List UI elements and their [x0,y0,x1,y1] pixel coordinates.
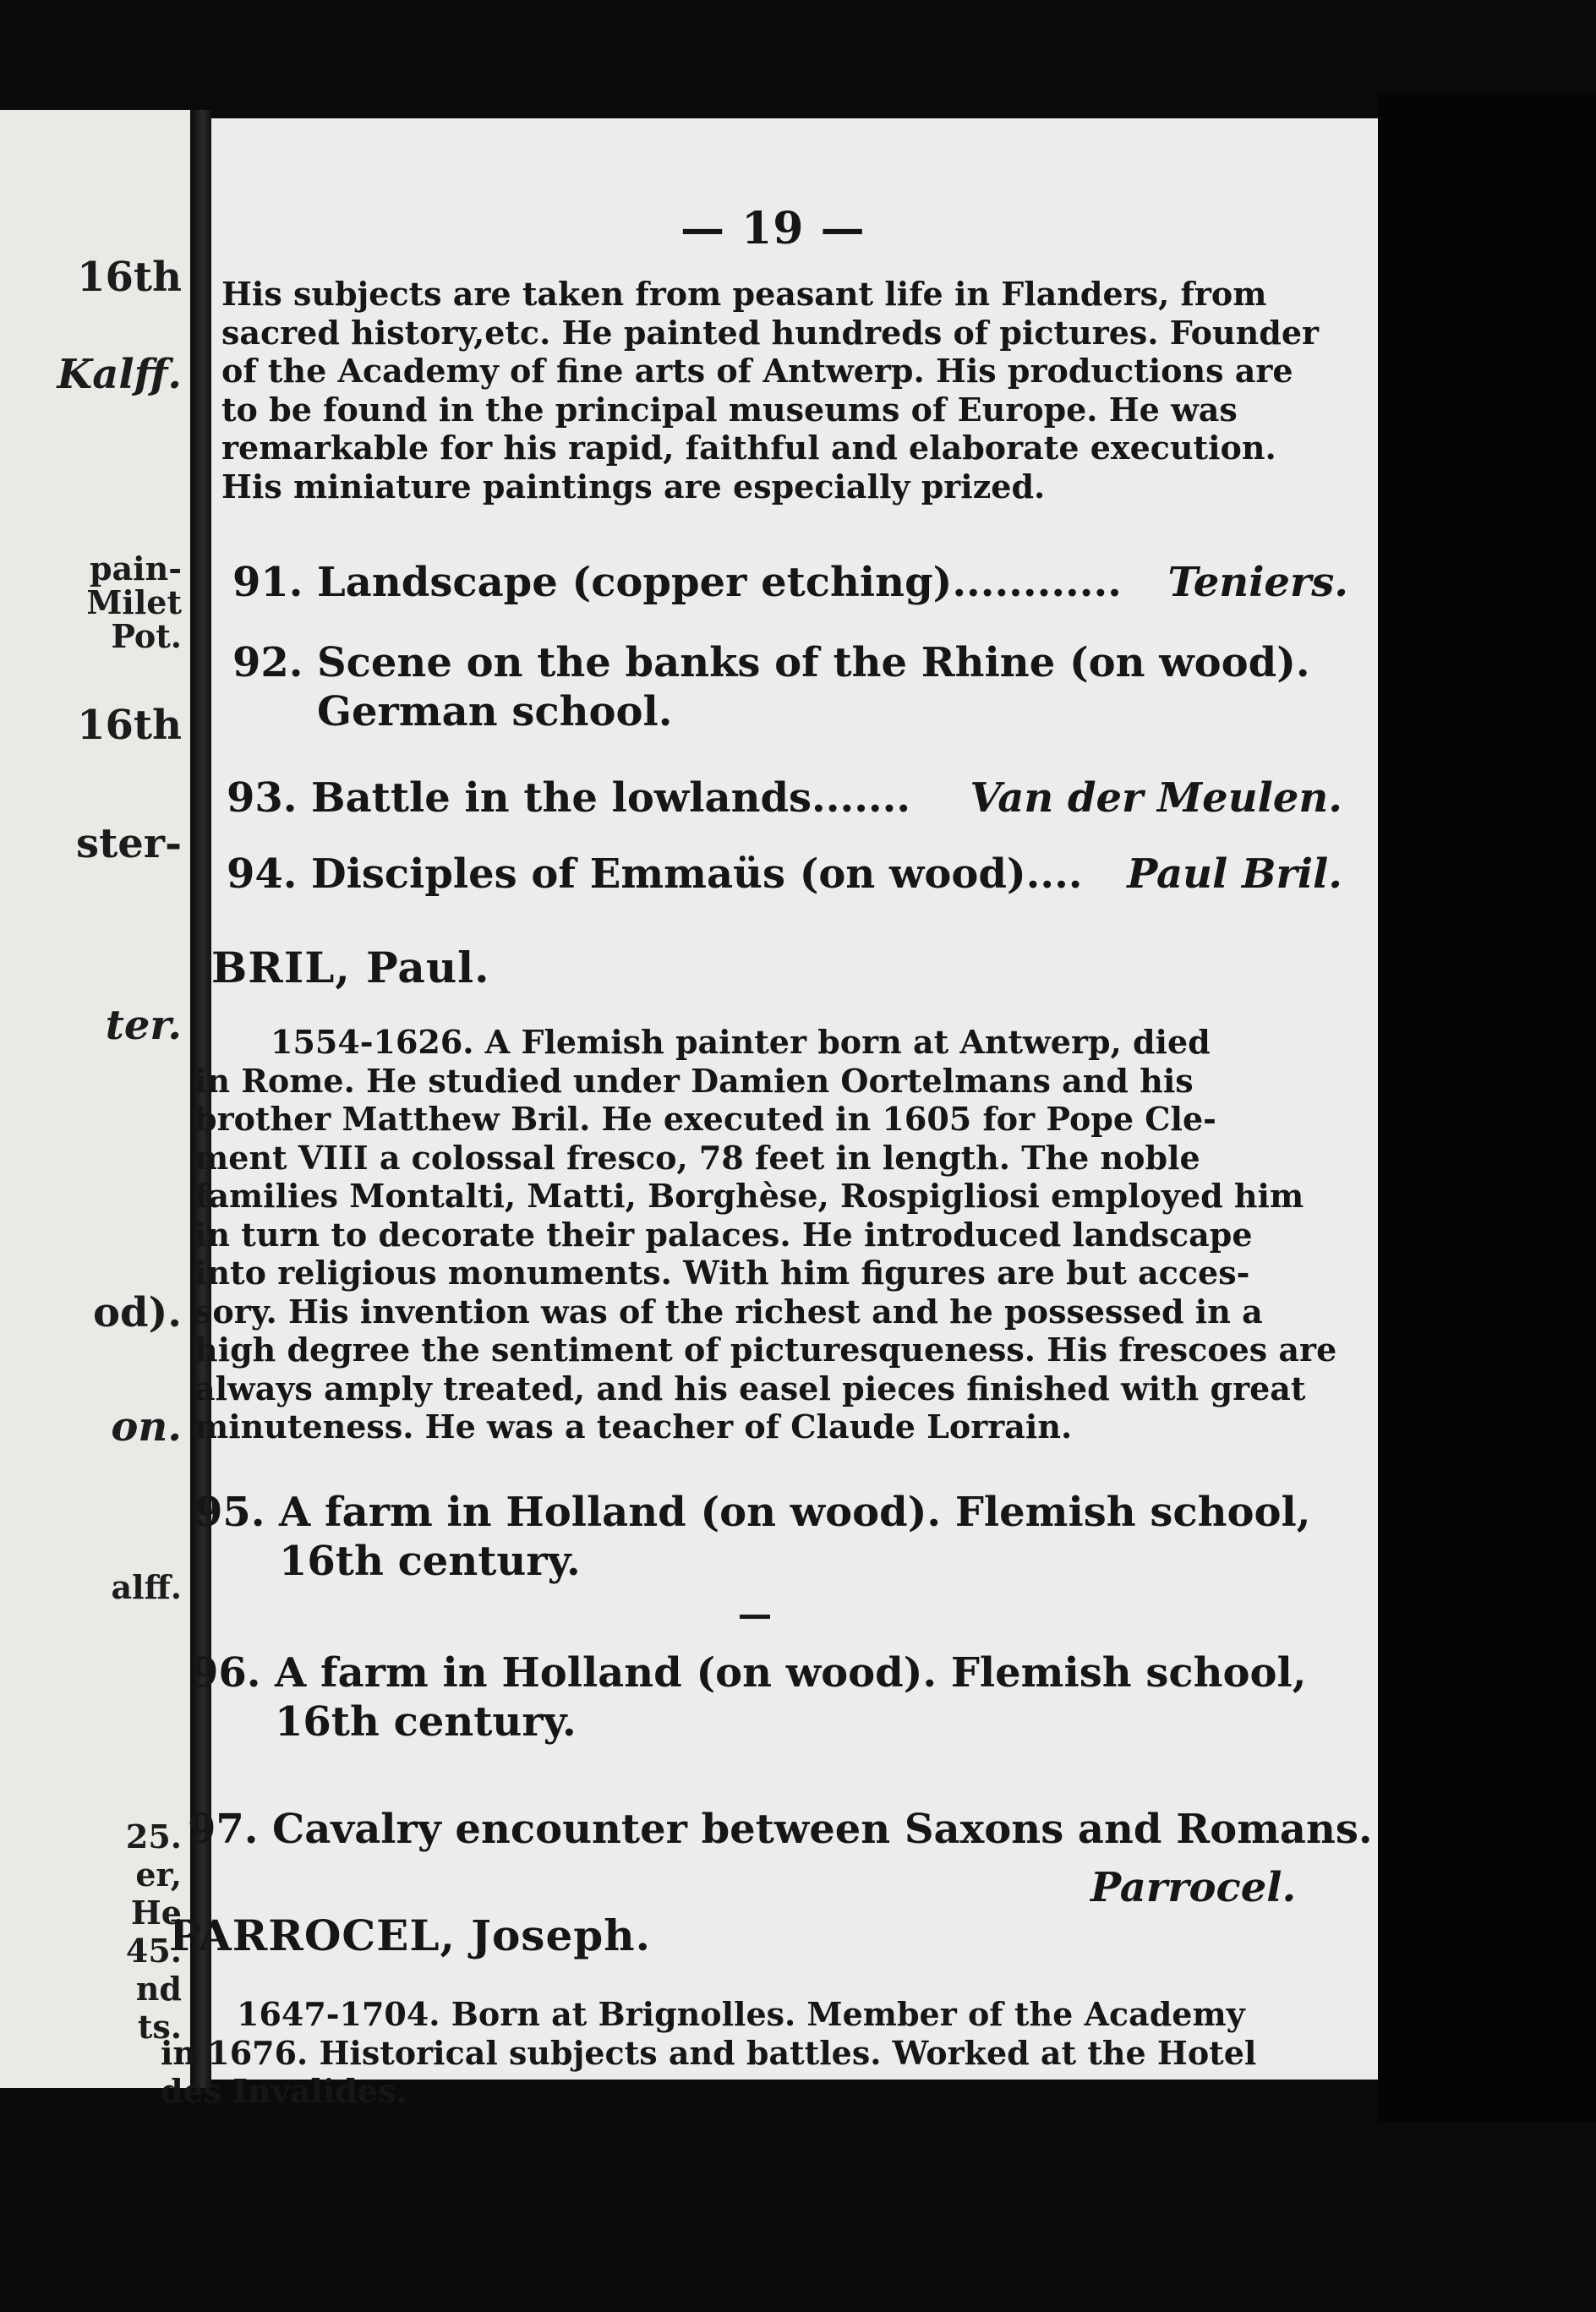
prev-page-fragment: Milet [86,583,182,621]
prev-page-fragment: 45. [125,1932,182,1970]
prev-page-fragment: od). [93,1289,182,1336]
entry-artist: Paul Bril. [1127,850,1342,898]
entry-continuation: 16th century. [279,1538,581,1585]
bio-line: in Rome. He studied under Damien Oortelmans and his [194,1061,1194,1100]
entry-artist: Parrocel. [1090,1864,1297,1911]
bio-line: minuteness. He was a teacher of Claude Lorrain. [194,1407,1073,1446]
catalog-entry [227,850,1342,899]
bio-line: sory. His invention was of the richest and he possessed in a [194,1292,1263,1331]
prev-page-fragment: on. [111,1403,182,1451]
bio-line: of the Academy of fine arts of Antwerp. His productions are [221,352,1293,390]
catalog-entry [190,1648,1307,1746]
entry-number: 92. [232,639,303,686]
entry-number: 93. [227,774,298,822]
bio-line: families Montalti, Matti, Borghèse, Rospigliosi employed him [194,1177,1304,1215]
prev-page-fragment: nd [135,1970,182,2008]
scan-border [1378,93,1596,2122]
entry-title: Cavalry encounter between Saxons and Romans. [272,1806,1373,1853]
bio-line: high degree the sentiment of picturesqueness. His frescoes are [194,1331,1337,1369]
entry-number: 97. [188,1806,259,1853]
bio-line: into religious monuments. With him figures are but acces- [194,1254,1250,1292]
entry-number: 95. [194,1489,265,1536]
prev-page-fragment: er, [135,1856,182,1894]
prev-page-fragment: ter. [105,1002,182,1049]
bio-line: 1647-1704. Born at Brignolles. Member of the Academy [237,1995,1245,2033]
catalog-entry [232,558,1348,607]
entry-title: Disciples of Emmaüs (on wood).... [311,850,1083,898]
entry-title: Battle in the lowlands....... [311,774,911,822]
prev-page-fragment: ts. [137,2008,182,2046]
bio-line: His subjects are taken from peasant life in Flanders, from [221,275,1267,313]
previous-page-edge [0,110,190,2088]
entry-title: A farm in Holland (on wood). Flemish school, [279,1489,1311,1536]
prev-page-fragment: pain- [89,549,182,588]
teniers-bio-paragraph [221,275,1319,506]
bio-line: in 1676. Historical subjects and battles. Worked at the Hotel [161,2033,1257,2072]
bio-line: always amply treated, and his easel pieces finished with great [194,1369,1306,1407]
catalog-entry [188,1805,1373,1854]
prev-page-fragment: Kalff. [57,351,182,398]
page-number: — 19 — [680,203,866,254]
entry-artist: Van der Meulen. [970,774,1342,822]
bio-line: remarkable for his rapid, faithful and elaborate execution. [221,429,1276,467]
artist-heading: PARROCEL, Joseph. [169,1910,651,1960]
bio-line: in turn to decorate their palaces. He introduced landscape [194,1215,1253,1254]
entry-number: 94. [227,850,298,898]
catalog-entry [194,1488,1311,1586]
bio-line: to be found in the principal museums of Europe. He was [221,390,1238,429]
prev-page-fragment: ster- [76,820,182,867]
catalog-entry [227,773,1342,823]
bio-line: ment VIII a colossal fresco, 78 feet in length. The noble [194,1138,1200,1177]
prev-page-fragment: Pot. [111,617,182,655]
artist-heading: BRIL, Paul. [211,943,490,992]
bio-line: 1554-1626. A Flemish painter born at Antwerp, died [271,1023,1211,1061]
bril-bio-paragraph [194,1023,1336,1446]
entry-artist: Teniers. [1167,559,1348,606]
separator-dash [740,1615,770,1619]
entry-number: 96. [190,1649,261,1697]
entry-number: 91. [232,559,303,606]
entry-title: Landscape (copper etching)............ [317,559,1122,606]
prev-page-fragment: alff. [111,1568,182,1606]
catalog-entry [232,638,1348,736]
bio-line: des Invalides. [161,2072,407,2110]
prev-page-fragment: He [130,1894,182,1932]
entry-title: A farm in Holland (on wood). Flemish school, [275,1649,1307,1697]
bio-line: His miniature paintings are especially prized. [221,467,1046,506]
entry-continuation: 16th century. [275,1698,577,1746]
prev-page-fragment: 16th [77,254,182,301]
bio-line: sacred history,etc. He painted hundreds of pictures. Founder [221,313,1320,352]
entry-title: Scene on the banks of the Rhine (on wood). [317,639,1310,686]
prev-page-fragment: 25. [125,1817,182,1856]
bio-line: brother Matthew Bril. He executed in 1605 for Pope Cle- [194,1100,1216,1138]
prev-page-fragment: 16th [77,702,182,749]
catalog-page [161,118,1378,2110]
parrocel-bio-paragraph [161,1995,1256,2111]
entry-continuation: German school. [317,688,673,735]
